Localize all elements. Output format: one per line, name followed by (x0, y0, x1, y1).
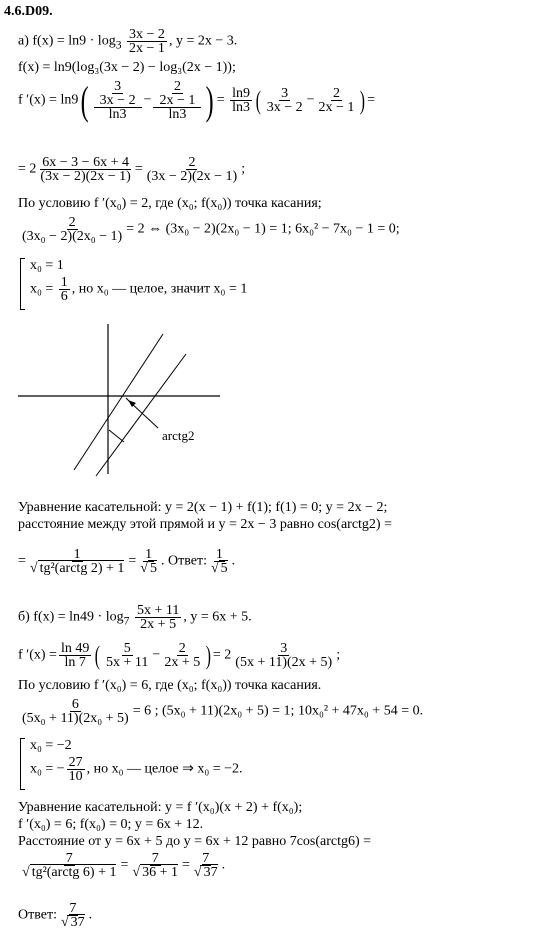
part-b-condition: По условию f ′(x₀) = 6, где (x₀; f(x₀)) точка касания. (18, 678, 322, 693)
distance-statement-b: Расстояние от y = 6x + 5 до y = 6x + 12 равно 7cos(arctg6) = (18, 834, 372, 849)
part-a-function: а) $f(x) = \ln 9 \cdot \log_3$ $\frac{3x - 2}{2x - 1}$ , y = 2x − 3. (18, 27, 238, 56)
part-b-distance-calc: 7 √ tg²(arctg 6) + 1 = $\frac{7}{√ 36 + 1}$ = $\frac{7}{√ 37}$ . (22, 851, 226, 880)
angle-label: arctg2 (162, 428, 195, 443)
part-b-function: б) $f(x) = \ln 49 \cdot \log_7$ $\frac{5x + 11}{2x + 5}$ , y = 6x + 5. (18, 603, 252, 632)
part-b-root-1: x₀ = −2 (30, 738, 72, 753)
distance-segment (109, 430, 124, 442)
part-b-derivative: f ′(x) = $\frac{\ln 49}{\ln 7}$ ( $\frac{5}{5x + 11}$ − $\frac{2}{2x + 5}$ ) = 2 $\frac{3}{(5x + 11)(2x + 5)}$ ; (18, 640, 341, 670)
part-a-equation: $\frac{2}{\text{(3x₀ − 2)(2x₀ − 1)}}$ = 2 ⇔ (3x₀ − 2)(2x₀ − 1) = 1; 6x₀² − 7x₀ − 1 = 0; (22, 215, 400, 244)
part-b-values: f ′(x₀) = 6; f(x₀) = 0; y = 6x + 12. (18, 817, 204, 832)
part-a-derivative: f ′(x) = ln9( $\frac{\frac{3}{3x - 2}}{\ln 3}$ − $\frac{\frac{2}{2x - 1}}{\ln 3}$ ) = $\frac{\ln 9}{\ln 3}$ ( $\frac{3}{3x - 2}$ − $\frac{2}{2x - 1}$ ) = (18, 77, 375, 123)
part-b-answer: Ответ: $\frac{7}{√ 37}$ . (18, 901, 93, 930)
part-b-root-2: x₀ = − $\frac{27}{10}$ , но x₀ — целое ⇒ x₀ = −2. (30, 755, 243, 784)
tangent-equation-b: Уравнение касательной: y = f ′(x₀)(x + 2) + f(x₀); (18, 800, 303, 815)
part-a-root-1: x₀ = 1 (30, 258, 64, 273)
part-b-system-bracket (20, 738, 21, 790)
part-a-system-bracket (20, 258, 21, 310)
tangent-line-1 (74, 334, 163, 470)
problem-title: 4.6.D09. (4, 4, 53, 19)
tangent-lines-graph (18, 318, 228, 478)
part-a-condition: По условию f ′(x₀) = 2, где (x₀; f(x₀)) точка касания; (18, 196, 322, 211)
tangent-equation-a: Уравнение касательной: y = 2(x − 1) + f(1); f(1) = 0; y = 2x − 2; (18, 500, 388, 515)
part-a-simplified: = 2 $\frac{6x - 3 - 6x + 4}{(3x - 2)(2x - 1)}$ = $\frac{2}{(3x - 2)(2x - 1)}$ ; (18, 155, 246, 184)
part-b-equation: $\frac{6}{\text{(5x₀ + 11)(2x₀ + 5)}}$ = 6 ; (5x₀ + 11)(2x₀ + 5) = 1; 10x₀² + 47x₀ + 54 = 0. (22, 697, 424, 726)
part-a-answer: = 1 √ tg²(arctg 2) + 1 = $\frac{1}{√ 5}$ . Ответ: $\frac{1}{√ 5}$ . (18, 547, 236, 576)
part-a-log-expansion: f(x) = ln9(log₃(3x − 2) − log₃(2x − 1)); (18, 60, 236, 75)
part-a-root-2: x₀ = $\frac{1}{6}$ , но x₀ — целое, значит x₀ = 1 (30, 275, 248, 304)
distance-statement-a: расстояние между этой прямой и y = 2x − 3 равно cos(arctg2) = (18, 517, 392, 532)
